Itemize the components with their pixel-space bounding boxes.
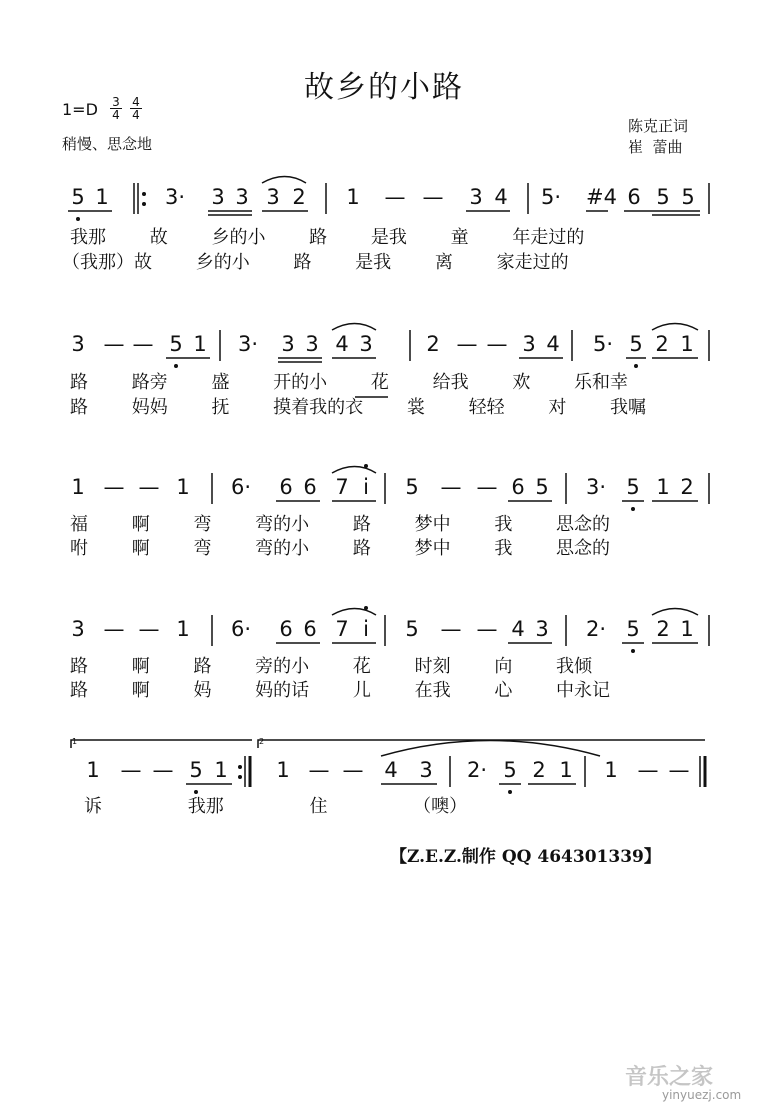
repeat-dot [142, 192, 146, 196]
note: 2 [656, 617, 670, 641]
note: 7 [335, 617, 349, 641]
watermark-url: yinyuezj.com [662, 1088, 742, 1102]
octave-dot [508, 790, 512, 794]
note: 5· [540, 185, 562, 209]
lyrics-line-1: 诉 我那 住 （噢） [84, 796, 468, 817]
note: 1 [604, 758, 618, 782]
composer-credit: 崔 蕾曲 [628, 138, 683, 156]
note: 5 [71, 185, 85, 209]
note: 3 [235, 185, 249, 209]
note: 6 [627, 185, 641, 209]
note: — [103, 617, 125, 641]
note: — [456, 332, 478, 356]
note: — [384, 185, 406, 209]
octave-dot-high [364, 464, 368, 468]
note: 6· [230, 475, 252, 499]
note: 7 [335, 475, 349, 499]
note: i [363, 617, 369, 641]
lyricist-credit: 陈克正词 [628, 117, 689, 135]
lyrics-line-2: （我那）故 乡的小 路 是我 离 家走过的 [62, 252, 569, 273]
note: 5 [656, 185, 670, 209]
note: — [103, 475, 125, 499]
slur [332, 324, 376, 331]
slur [332, 609, 376, 616]
slur [381, 741, 600, 757]
note: 2· [466, 758, 488, 782]
lyrics-line-1: 路 路旁 盛 开的小 花 给我 欢 乐和幸 [70, 372, 629, 393]
note: 3· [237, 332, 259, 356]
slur [262, 177, 306, 184]
volta-2-label: 2 [259, 737, 265, 746]
note: 3 [359, 332, 373, 356]
slur [652, 324, 698, 331]
note: — [476, 475, 498, 499]
repeat-dot [142, 202, 146, 206]
note: #4 [586, 185, 617, 209]
page-title: 故乡的小路 [304, 70, 464, 105]
note: 5 [405, 617, 419, 641]
note: 1 [680, 617, 694, 641]
note: 2 [292, 185, 306, 209]
note: 6 [279, 475, 293, 499]
key-signature: 1=D [62, 100, 98, 119]
note: — [103, 332, 125, 356]
note: 6 [303, 475, 317, 499]
volta-1-bracket [71, 740, 252, 748]
lyrics-line-1: 我那 故 乡的小 路 是我 童 年走过的 [70, 227, 585, 248]
note: — [342, 758, 364, 782]
note: 2 [426, 332, 440, 356]
note: — [440, 617, 462, 641]
octave-dot [631, 649, 635, 653]
octave-dot [76, 217, 80, 221]
note: 3 [535, 617, 549, 641]
note: 4 [511, 617, 525, 641]
note: 3· [164, 185, 186, 209]
note: 3 [469, 185, 483, 209]
note: — [138, 475, 160, 499]
note: 5 [626, 617, 640, 641]
note: 3 [281, 332, 295, 356]
note: i [363, 475, 369, 499]
note: 1 [176, 475, 190, 499]
repeat-dot [238, 765, 242, 769]
note: 3 [266, 185, 280, 209]
note: 3 [211, 185, 225, 209]
note: — [120, 758, 142, 782]
note: 1 [86, 758, 100, 782]
note: — [668, 758, 690, 782]
note: 2· [585, 617, 607, 641]
note: 5 [535, 475, 549, 499]
note: — [138, 617, 160, 641]
note: 1 [71, 475, 85, 499]
octave-dot [631, 507, 635, 511]
lyrics-line-1: 路 啊 路 旁的小 花 时刻 向 我倾 [70, 656, 593, 677]
note: — [440, 475, 462, 499]
note: 5 [681, 185, 695, 209]
octave-dot [194, 790, 198, 794]
note: 1 [95, 185, 109, 209]
note: 1 [680, 332, 694, 356]
lyrics-line-2: 路 啊 妈 妈的话 儿 在我 心 中永记 [70, 680, 611, 701]
note: — [486, 332, 508, 356]
lyrics-line-2: 路 妈妈 抚 摸着我的衣 裳 轻轻 对 我嘱 [70, 397, 647, 418]
note: 3 [419, 758, 433, 782]
credit-footer: 【Z.E.Z.制作 QQ 464301339】 [390, 847, 661, 867]
note: 1 [193, 332, 207, 356]
note: 6 [279, 617, 293, 641]
time-sig-numerator: 3 [112, 95, 120, 109]
note: 6· [230, 617, 252, 641]
note: 5 [169, 332, 183, 356]
note: 4 [546, 332, 560, 356]
note: 3· [585, 475, 607, 499]
note: — [308, 758, 330, 782]
note: 6 [303, 617, 317, 641]
note: 5· [592, 332, 614, 356]
volta-1-label: 1 [72, 737, 78, 746]
watermark-logo: 音乐之家 [625, 1065, 714, 1090]
note: 1 [214, 758, 228, 782]
note: 3 [305, 332, 319, 356]
lyrics-line-1: 福 啊 弯 弯的小 路 梦中 我 思念的 [70, 514, 611, 535]
octave-dot [174, 364, 178, 368]
repeat-dot [238, 775, 242, 779]
lyrics-line-2: 咐 啊 弯 弯的小 路 梦中 我 思念的 [70, 538, 611, 559]
note: 4 [384, 758, 398, 782]
note: 2 [680, 475, 694, 499]
note: — [152, 758, 174, 782]
note: — [637, 758, 659, 782]
time-sig-denominator: 4 [110, 108, 122, 121]
note: 5 [629, 332, 643, 356]
octave-dot-high [364, 606, 368, 610]
slur [652, 609, 698, 616]
note: 3 [71, 332, 85, 356]
note: — [422, 185, 444, 209]
note: 1 [559, 758, 573, 782]
note: 3 [71, 617, 85, 641]
note: 2 [532, 758, 546, 782]
note: 2 [655, 332, 669, 356]
note: 5 [405, 475, 419, 499]
note: 4 [335, 332, 349, 356]
tempo-marking: 稍慢、思念地 [62, 135, 153, 153]
note: 1 [176, 617, 190, 641]
note: — [132, 332, 154, 356]
time-sig-denominator: 4 [130, 108, 142, 121]
octave-dot [634, 364, 638, 368]
note: 5 [189, 758, 203, 782]
note: 1 [656, 475, 670, 499]
note: 5 [626, 475, 640, 499]
time-sig-numerator: 4 [132, 95, 140, 109]
note: 6 [511, 475, 525, 499]
note: 1 [276, 758, 290, 782]
note: — [476, 617, 498, 641]
note: 1 [346, 185, 360, 209]
note: 4 [494, 185, 508, 209]
note: 5 [503, 758, 517, 782]
slur [332, 467, 376, 474]
note: 3 [522, 332, 536, 356]
